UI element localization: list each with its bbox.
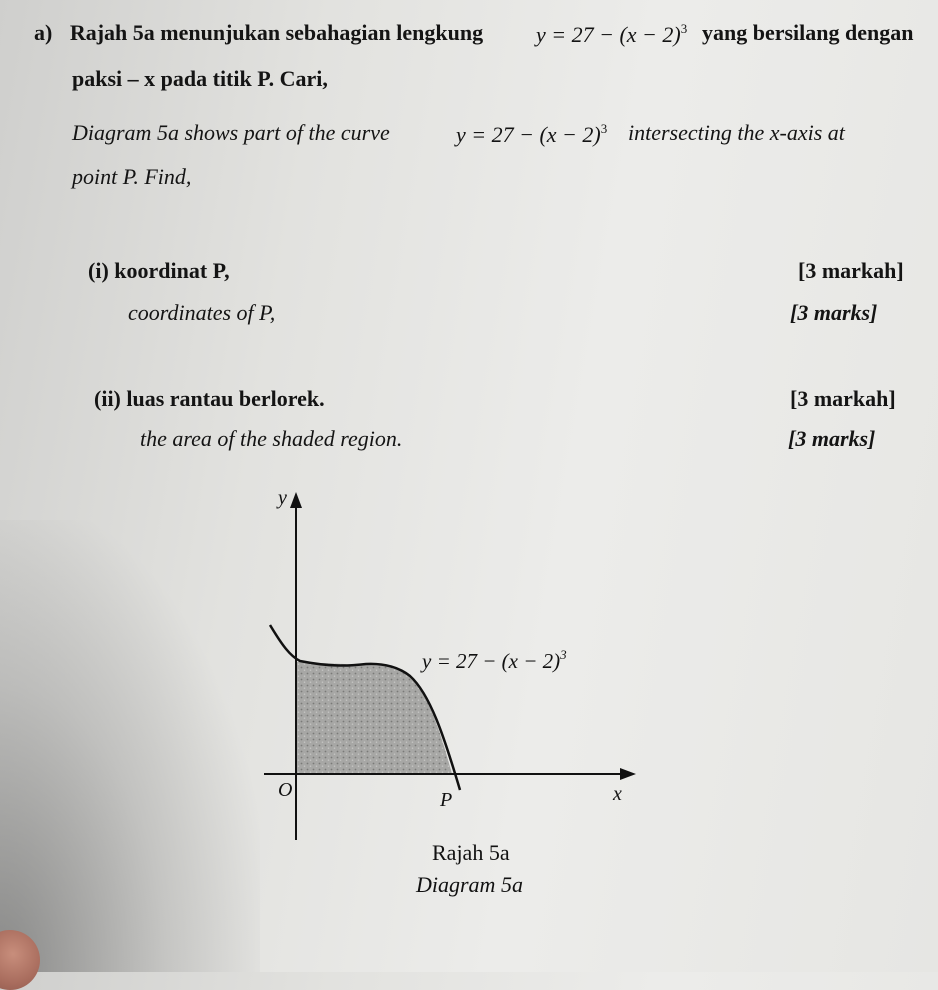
caption-malay: Rajah 5a bbox=[432, 840, 510, 865]
sub-i-malay: (i) koordinat P, bbox=[88, 258, 230, 283]
point-p-label: P bbox=[440, 789, 453, 811]
caption-english: Diagram 5a bbox=[416, 872, 523, 897]
sub-ii-malay: (ii) luas rantau berlorek. bbox=[94, 386, 325, 411]
origin-label: O bbox=[278, 779, 293, 801]
english-text-2: point P. Find, bbox=[72, 164, 192, 189]
sub-ii-marks-malay: [3 markah] bbox=[790, 386, 896, 411]
sub-ii-english: the area of the shaded region. bbox=[140, 426, 403, 451]
english-text-1-after: intersecting the x-axis at bbox=[628, 120, 845, 145]
part-label: a) bbox=[34, 20, 53, 45]
y-axis-label: y bbox=[278, 487, 287, 509]
english-text-1: Diagram 5a shows part of the curve bbox=[72, 120, 390, 145]
x-axis-label: x bbox=[613, 783, 622, 805]
sub-i-marks-english: [3 marks] bbox=[790, 300, 878, 325]
equation-exponent: 3 bbox=[680, 21, 688, 36]
shaded-region bbox=[296, 662, 452, 774]
equation-exponent-en: 3 bbox=[600, 121, 608, 136]
equation-text-en: y = 27 − (x − 2) bbox=[456, 122, 601, 147]
x-axis-arrow bbox=[620, 768, 636, 780]
malay-text-2: paksi – x pada titik P. Cari, bbox=[72, 66, 328, 91]
sub-ii-marks-english: [3 marks] bbox=[788, 426, 876, 451]
equation-text: y = 27 − (x − 2) bbox=[536, 22, 681, 47]
malay-text-1-after: yang bersilang dengan bbox=[702, 20, 914, 45]
sub-i-english: coordinates of P, bbox=[128, 300, 276, 325]
y-axis-arrow bbox=[290, 492, 302, 508]
malay-text-1: Rajah 5a menunjukan sebahagian lengkung bbox=[69, 20, 484, 45]
curve-equation-label: $y = 27 - (x - 2)^3$ bbox=[422, 647, 567, 673]
sub-i-marks-malay: [3 markah] bbox=[798, 258, 904, 283]
